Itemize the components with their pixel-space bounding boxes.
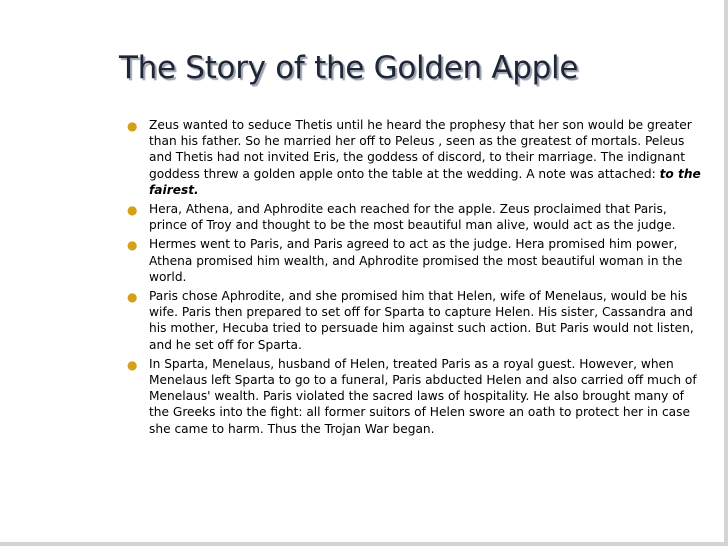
bullet-text: Hera, Athena, and Aphrodite each reached for the apple. Zeus proclaimed that Paris, prince of Troy and thought to be the most beautiful man alive, would act as the judge. [149,202,676,233]
bullet-item [127,236,707,285]
bullet-marker-icon: ● [127,238,138,253]
bullet-item [127,288,707,353]
bullet-item [127,356,707,437]
bullet-marker-icon: ● [127,119,138,133]
slide-title: The Story of the Golden Apple [119,50,579,86]
bullet-marker-icon: ● [127,203,138,218]
bullet-list [127,117,707,440]
bullet-text: In Sparta, Menelaus, husband of Helen, treated Paris as a royal guest. However, when Menelaus left Sparta to go to a funeral, Paris abducted Helen and also carried off much of Menelaus' wealth. Paris violated the sacred laws of hospitality. He also brought many of the Greeks into the fight: all former suitors of Helen swore an oath to protect her in case she came to harm. Thus the Trojan War began. [149,356,697,436]
bullet-text: Hermes went to Paris, and Paris agreed to act as the judge. Hera promised him power, Athena promised him wealth, and Aphrodite promised the most beautiful woman in the world. [149,237,683,284]
bullet-text: Zeus wanted to seduce Thetis until he heard the prophesy that her son would be greater than his father. So he married her off to Peleus , seen as the greatest of mortals. Peleus and Thetis had not invited Eris, the goddess of discord, to their marriage. The indignant goddess threw a golden apple onto the table at the wedding. A note was attached: [149,118,692,181]
bullet-item [127,201,707,233]
bullet-item [127,117,707,198]
bullet-marker-icon: ● [127,290,138,305]
bullet-marker-icon: ● [127,357,138,372]
bullet-emphasis: to the fairest. [149,166,701,197]
bullet-text: Paris chose Aphrodite, and she promised him that Helen, wife of Menelaus, would be his wife. Paris then prepared to set off for Sparta to capture Helen. His sister, Cassandra and his mother, Hecuba tried to persuade him against such action. But Paris would not listen, and he set off for Sparta. [149,289,694,352]
